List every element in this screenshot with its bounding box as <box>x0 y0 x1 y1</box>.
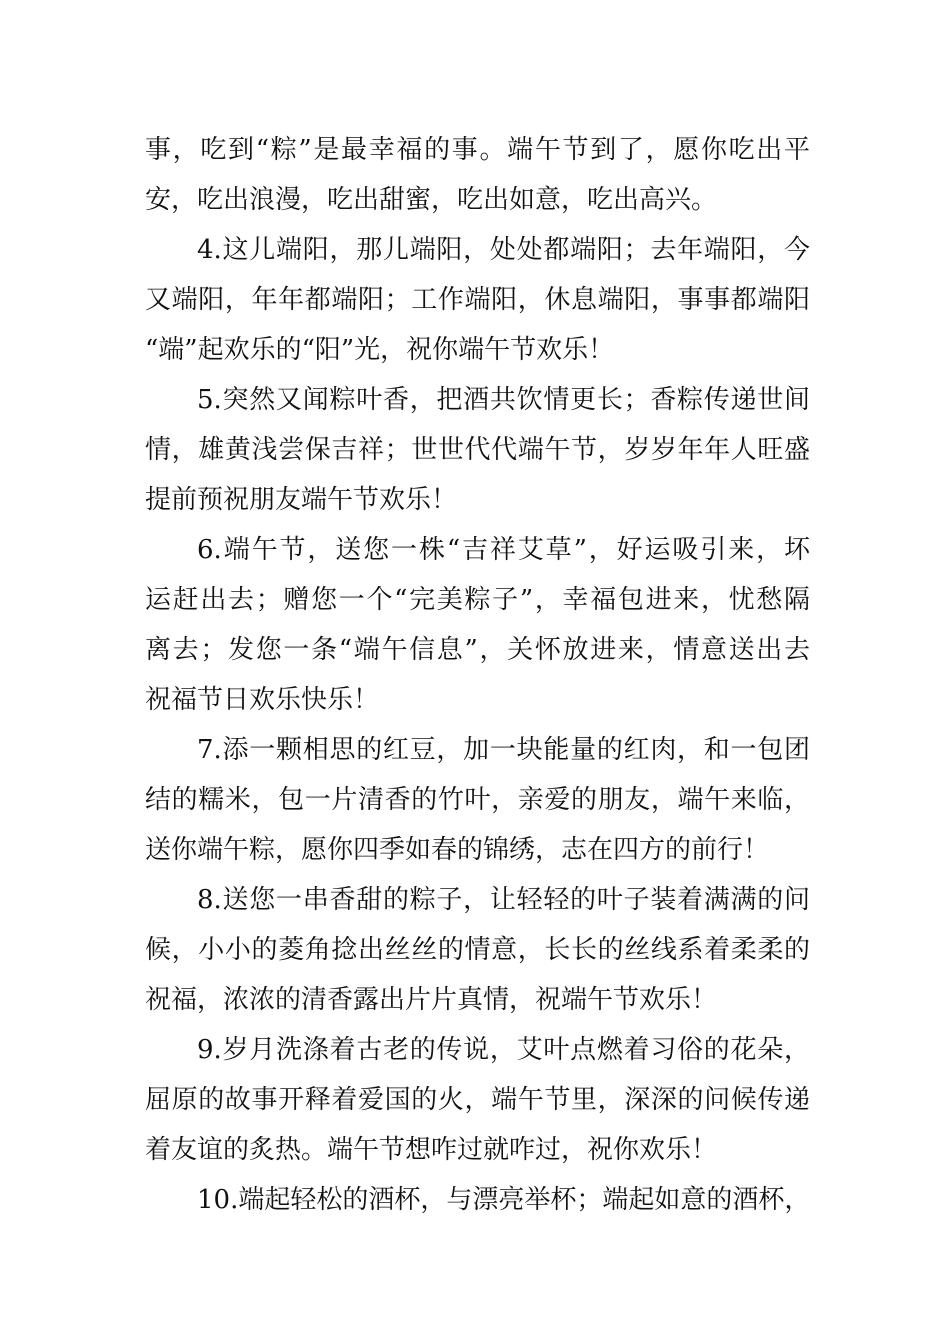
paragraph-4-line-3: “端”起欢乐的“阳”光，祝你端午节欢乐！ <box>145 335 615 365</box>
paragraph-9-line-3: 着友谊的炙热。端午节想咋过就咋过，祝你欢乐！ <box>145 1135 718 1165</box>
paragraph-9-line-2: 屈原的故事开释着爱国的火，端午节里，深深的问候传递 <box>145 1085 810 1115</box>
paragraph-6-line-4: 祝福节日欢乐快乐！ <box>145 685 380 715</box>
paragraph-5-line-1: 5.突然又闻粽叶香，把酒共饮情更长；香粽传递世间 <box>197 385 810 415</box>
paragraph-7-line-1: 7.添一颗相思的红豆，加一块能量的红肉，和一包团 <box>197 735 810 765</box>
paragraph-5-line-3: 提前预祝朋友端午节欢乐！ <box>145 485 458 515</box>
paragraph-4-line-1: 4.这儿端阳，那儿端阳，处处都端阳；去年端阳，今 <box>197 235 810 265</box>
paragraph-7-line-3: 送你端午粽，愿你四季如春的锦绣，志在四方的前行！ <box>145 835 770 865</box>
paragraph-6-line-2: 运赶出去；赠您一个“完美粽子”，幸福包进来，忧愁隔 <box>145 585 810 615</box>
paragraph-6-line-3: 离去；发您一条“端午信息”，关怀放进来，情意送出去 <box>145 635 810 665</box>
paragraph-9-line-1: 9.岁月洗涤着古老的传说，艾叶点燃着习俗的花朵， <box>197 1035 810 1065</box>
paragraph-8-line-1: 8.送您一串香甜的粽子，让轻轻的叶子装着满满的问 <box>197 885 810 915</box>
paragraph-8-line-3: 祝福，浓浓的清香露出片片真情，祝端午节欢乐！ <box>145 985 718 1015</box>
text-line-1: 事，吃到“粽”是最幸福的事。端午节到了，愿你吃出平 <box>145 135 810 165</box>
text-line-2: 安，吃出浪漫，吃出甜蜜，吃出如意，吃出高兴。 <box>145 185 718 215</box>
paragraph-8-line-2: 候，小小的菱角捻出丝丝的情意，长长的丝线系着柔柔的 <box>145 935 810 965</box>
paragraph-5-line-2: 情，雄黄浅尝保吉祥；世世代代端午节，岁岁年年人旺盛 <box>145 435 810 465</box>
paragraph-6-line-1: 6.端午节，送您一株“吉祥艾草”，好运吸引来，坏 <box>197 535 810 565</box>
paragraph-4-line-2: 又端阳，年年都端阳；工作端阳，休息端阳，事事都端阳 <box>145 285 810 315</box>
paragraph-10-line-1: 10.端起轻松的酒杯，与漂亮举杯；端起如意的酒杯， <box>197 1185 811 1215</box>
paragraph-7-line-2: 结的糯米，包一片清香的竹叶，亲爱的朋友，端午来临， <box>145 785 810 815</box>
